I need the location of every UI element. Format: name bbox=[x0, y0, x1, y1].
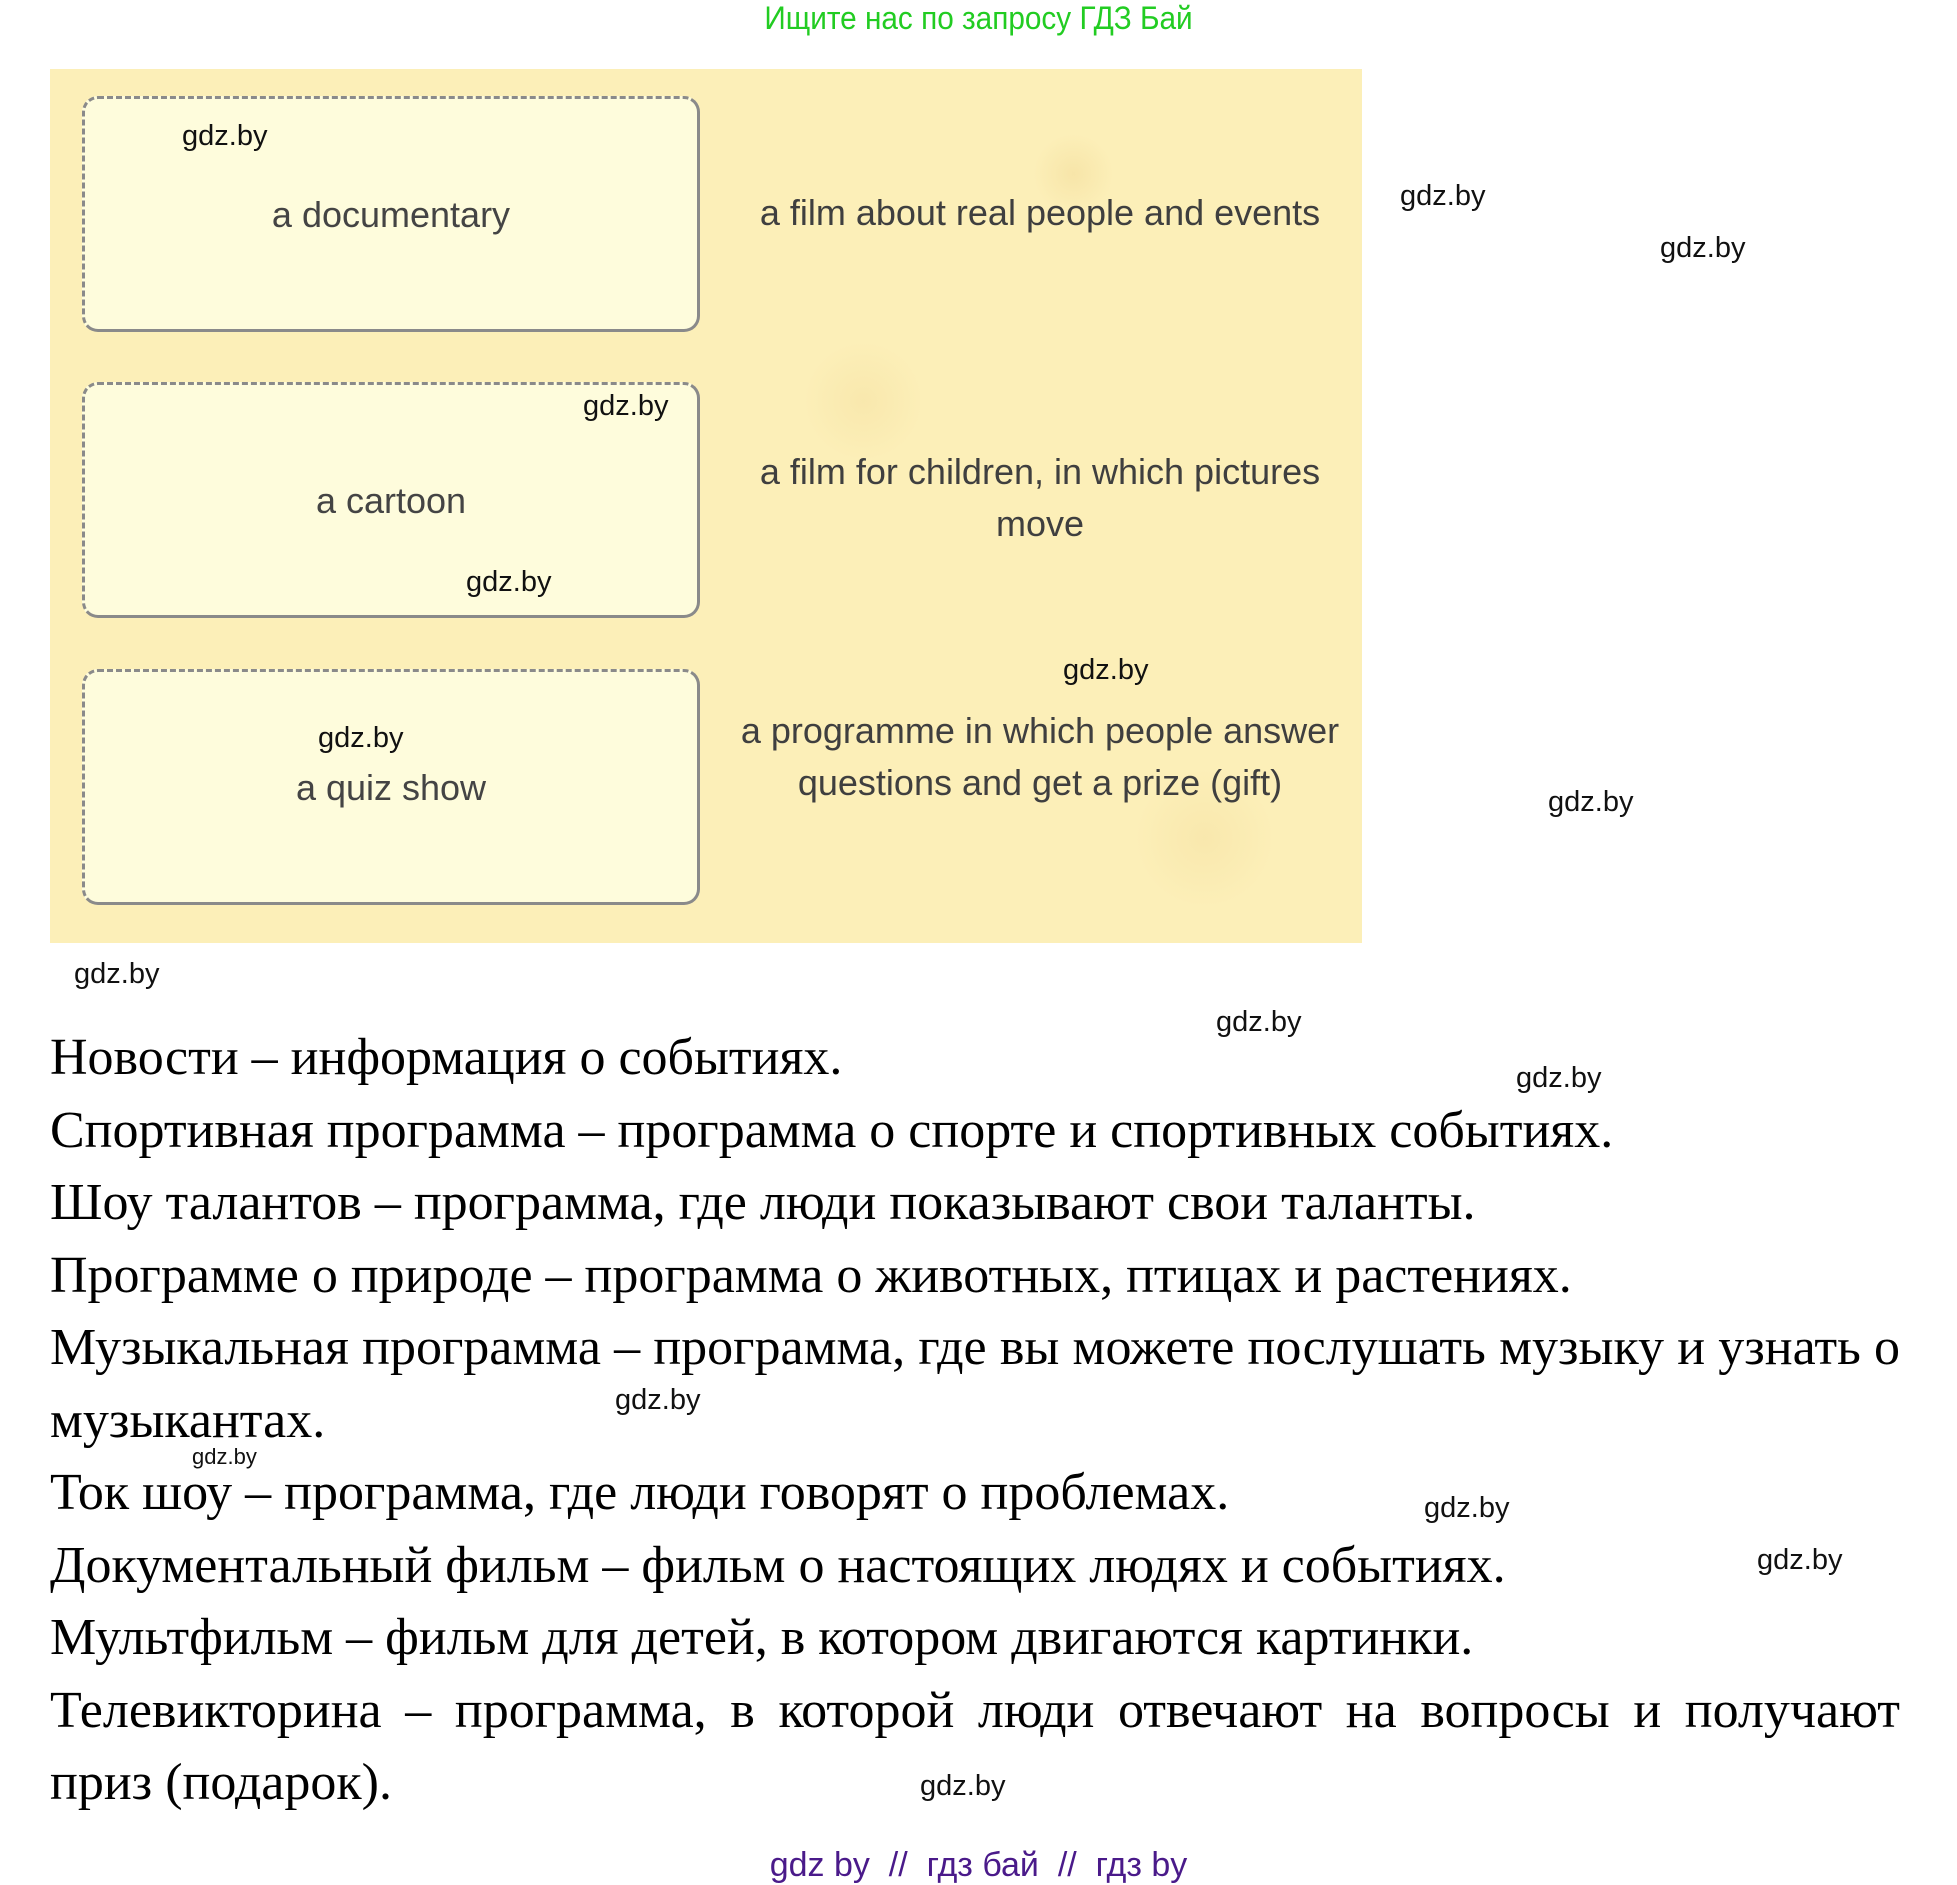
watermark: gdz.by bbox=[1516, 1062, 1602, 1094]
watermark: gdz.by bbox=[583, 390, 669, 422]
watermark: gdz.by bbox=[1063, 654, 1149, 686]
answer-line: Новости – информация о событиях. bbox=[50, 1029, 843, 1086]
term-label: a quiz show bbox=[295, 767, 487, 808]
answer-line: Программе о природе – программа о животных, птицах и растениях. bbox=[50, 1246, 1572, 1304]
term-label: a cartoon bbox=[315, 480, 467, 521]
watermark: gdz.by bbox=[182, 120, 268, 152]
answer-line: Документальный фильм – фильм о настоящих людях и событиях. bbox=[50, 1536, 1506, 1594]
watermark: gdz.by bbox=[192, 1444, 257, 1469]
answer-line: Телевикторина – программа, в которой люди отвечают на вопросы и получают приз (подарок). bbox=[50, 1681, 1900, 1811]
search-hint-banner: Ищите нас по запросу ГДЗ Бай bbox=[764, 0, 1193, 36]
watermark: gdz.by bbox=[318, 722, 404, 754]
watermark: gdz.by bbox=[1424, 1492, 1510, 1524]
answer-line: Шоу талантов – программа, где люди показывают свои таланты. bbox=[50, 1174, 1476, 1231]
definition-documentary: a film about real people and events bbox=[759, 192, 1321, 233]
definition-quiz-show: a programme in which people answer questions and get a prize (gift) bbox=[740, 710, 1340, 803]
watermark: gdz.by bbox=[1757, 1544, 1843, 1576]
watermark: gdz.by bbox=[1400, 180, 1486, 212]
watermark: gdz.by bbox=[1548, 786, 1634, 818]
answer-line: Спортивная программа – программа о спорте и спортивных событиях. bbox=[50, 1101, 1614, 1159]
answer-line: Музыкальная программа – программа, где вы можете послушать музыку и узнать о музыкантах. bbox=[50, 1319, 1900, 1449]
matching-exercise-panel bbox=[50, 69, 1362, 943]
watermark: gdz.by bbox=[920, 1770, 1006, 1802]
watermark: gdz.by bbox=[615, 1384, 701, 1416]
footer-links[interactable]: gdz by // гдз бай // гдз by bbox=[769, 1846, 1188, 1884]
answer-list bbox=[50, 1022, 1900, 1820]
term-card-documentary[interactable] bbox=[82, 96, 700, 332]
answer-line: Мультфильм – фильм для детей, в котором двигаются картинки. bbox=[50, 1609, 1474, 1666]
term-label: a documentary bbox=[271, 194, 511, 235]
term-card-quiz-show[interactable] bbox=[82, 669, 700, 905]
definition-cartoon: a film for children, in which pictures move bbox=[759, 451, 1321, 544]
answer-line: Ток шоу – программа, где люди говорят о проблемах. bbox=[50, 1464, 1230, 1521]
watermark: gdz.by bbox=[466, 566, 552, 598]
watermark: gdz.by bbox=[1216, 1006, 1302, 1038]
watermark: gdz.by bbox=[1660, 232, 1746, 264]
watermark: gdz.by bbox=[74, 958, 160, 990]
